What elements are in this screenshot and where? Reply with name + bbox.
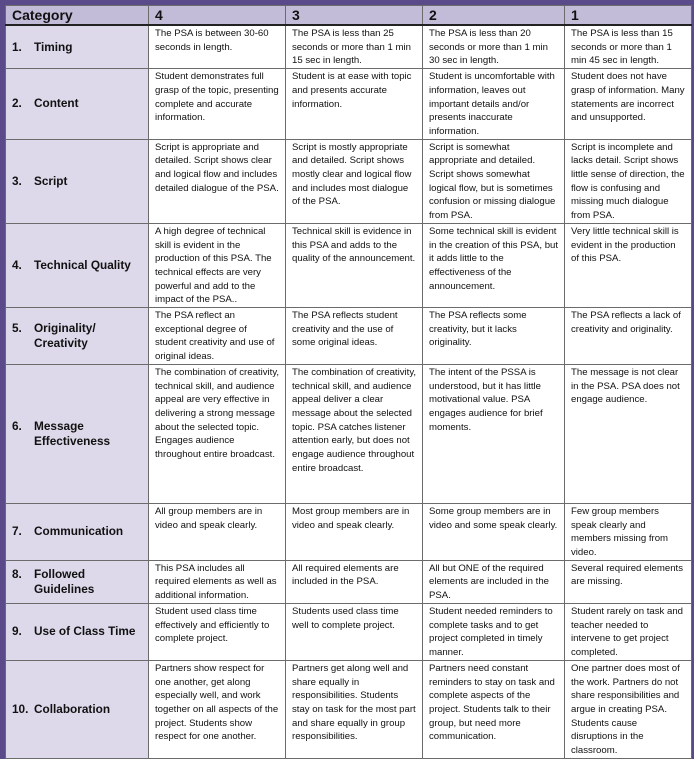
table-row (6, 223, 692, 307)
score-cell: The message is not clear in the PSA. PSA does not engage audience. (565, 364, 692, 503)
score-cell: Script is mostly appropriate and detailed. Script shows mostly clear and logical flow and includes most dialogue of the PSA. (286, 139, 423, 223)
score-cell: The PSA reflects a lack of creativity and originality. (565, 308, 692, 365)
row-number: 2. (12, 96, 22, 111)
table-row (6, 503, 692, 560)
score-cell: Student rarely on task and teacher needed to intervene to get project completed. (565, 603, 692, 660)
row-category-label: Use of Class Time (34, 624, 136, 639)
score-cell: The PSA reflect an exceptional degree of student creativity and use of original ideas. (149, 308, 286, 365)
table-row (6, 560, 692, 603)
score-cell: The combination of creativity, technical skill, and audience appeal deliver a clear message about the selected topic. PSA catches listener attention early, but does not engage audience throughout entire broadcast. (286, 364, 423, 503)
row-category (6, 69, 149, 140)
score-cell: The PSA reflects some creativity, but it lacks originality. (423, 308, 565, 365)
header-score-2: 2 (423, 6, 565, 26)
score-cell: Students used class time well to complete project. (286, 603, 423, 660)
score-cell: All group members are in video and speak clearly. (149, 503, 286, 560)
score-cell: Several required elements are missing. (565, 560, 692, 603)
table-row (6, 308, 692, 365)
row-category-label: Followed Guidelines (34, 566, 95, 596)
row-category-label: Originality/ Creativity (34, 320, 96, 350)
score-cell: Student does not have grasp of information. Many statements are incorrect and unsupported. (565, 69, 692, 140)
row-number: 7. (12, 524, 22, 539)
score-cell: Student demonstrates full grasp of the topic, presenting complete and accurate information. (149, 69, 286, 140)
rubric-table (5, 5, 692, 759)
row-number: 8. (12, 566, 22, 581)
score-cell: Student is at ease with topic and presents accurate information. (286, 69, 423, 140)
score-cell: The PSA reflects student creativity and the use of some original ideas. (286, 308, 423, 365)
score-cell: This PSA includes all required elements as well as additional information. (149, 560, 286, 603)
score-cell: One partner does most of the work. Partners do not share responsibilities and argue in creating PSA. Students cause disruptions in the classroom. (565, 660, 692, 758)
row-category-label: Collaboration (34, 701, 111, 716)
score-cell: Student needed reminders to complete tasks and to get project completed in timely manner. (423, 603, 565, 660)
header-score-4: 4 (149, 6, 286, 26)
row-number: 9. (12, 624, 22, 639)
score-cell: The intent of the PSSA is understood, but it has little motivational value. PSA engages audience for brief moments. (423, 364, 565, 503)
score-cell: Some technical skill is evident in the creation of this PSA, but it adds little to the effectiveness of the announcement. (423, 223, 565, 307)
header-score-3: 3 (286, 6, 423, 26)
score-cell: All but ONE of the required elements are included in the PSA. (423, 560, 565, 603)
row-category (6, 660, 149, 758)
row-category (6, 503, 149, 560)
row-category-label: Timing (34, 39, 73, 54)
row-category-label: Content (34, 96, 79, 111)
row-category (6, 139, 149, 223)
score-cell: Technical skill is evidence in this PSA and adds to the quality of the announcement. (286, 223, 423, 307)
score-cell: The PSA is less than 25 seconds or more than 1 min 15 sec in length. (286, 25, 423, 69)
score-cell: The PSA is less than 20 seconds or more than 1 min 30 sec in length. (423, 25, 565, 69)
score-cell: The combination of creativity, technical skill, and audience appeal are very effective in delivering a strong message about the selected topic. Engages audience throughout entire broadcast. (149, 364, 286, 503)
header-score-1: 1 (565, 6, 692, 26)
table-row (6, 139, 692, 223)
score-cell: The PSA is between 30-60 seconds in length. (149, 25, 286, 69)
row-number: 3. (12, 173, 22, 188)
header-row (6, 6, 692, 26)
score-cell: Student is uncomfortable with information, leaves out important details and/or presents inaccurate information. (423, 69, 565, 140)
row-number: 10. (12, 701, 29, 716)
row-category-label: Script (34, 173, 68, 188)
score-cell: Partners get along well and share equally in responsibilities. Students stay on task for the most part and share equally in group responsibilities. (286, 660, 423, 758)
table-row (6, 25, 692, 69)
row-number: 6. (12, 418, 22, 433)
row-category-label: Technical Quality (34, 257, 131, 272)
row-category-label: Message Effectiveness (34, 418, 111, 448)
score-cell: Student used class time effectively and efficiently to complete project. (149, 603, 286, 660)
table-row (6, 660, 692, 758)
table-row (6, 69, 692, 140)
score-cell: Script is incomplete and lacks detail. Script shows little sense of direction, the flow is confusing and missing much dialogue from PSA. (565, 139, 692, 223)
score-cell: Partners need constant reminders to stay on task and complete aspects of the project. Students talk to their group, but need more communication. (423, 660, 565, 758)
table-row (6, 603, 692, 660)
row-category (6, 223, 149, 307)
row-category (6, 308, 149, 365)
row-category (6, 364, 149, 503)
row-number: 1. (12, 39, 22, 54)
row-category (6, 25, 149, 69)
score-cell: All required elements are included in the PSA. (286, 560, 423, 603)
score-cell: Very little technical skill is evident in the production of this PSA. (565, 223, 692, 307)
row-category (6, 603, 149, 660)
score-cell: Most group members are in video and speak clearly. (286, 503, 423, 560)
score-cell: A high degree of technical skill is evident in the production of this PSA. The technical effects are very powerful and add to the impact of the PSA.. (149, 223, 286, 307)
row-category (6, 560, 149, 603)
score-cell: Script is somewhat appropriate and detailed. Script shows somewhat logical flow, but is sometimes confusion or missing dialogue from PSA. (423, 139, 565, 223)
header-category: Category (6, 6, 149, 26)
row-number: 5. (12, 320, 22, 335)
row-number: 4. (12, 257, 22, 272)
score-cell: Some group members are in video and some speak clearly. (423, 503, 565, 560)
score-cell: The PSA is less than 15 seconds or more than 1 min 45 sec in length. (565, 25, 692, 69)
table-row (6, 364, 692, 503)
row-category-label: Communication (34, 524, 124, 539)
score-cell: Script is appropriate and detailed. Script shows clear and logical flow and includes detailed dialogue of the PSA. (149, 139, 286, 223)
score-cell: Few group members speak clearly and members missing from video. (565, 503, 692, 560)
score-cell: Partners show respect for one another, get along especially well, and work together on all aspects of the project. Students show respect for one another. (149, 660, 286, 758)
